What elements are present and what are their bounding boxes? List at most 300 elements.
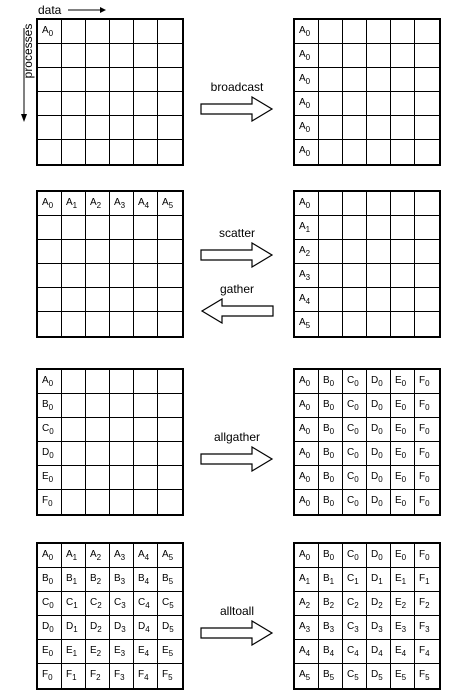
grid-cell: [134, 20, 158, 44]
cell-label: $A_0$: [299, 447, 311, 460]
cell-label: $A_0$: [299, 471, 311, 484]
grid-cell: [86, 616, 110, 640]
grid-cell: [158, 592, 182, 616]
grid-cell: [62, 418, 86, 442]
cell-label: $F_0$: [419, 399, 430, 412]
grid-cell: [158, 192, 182, 216]
data-axis-label: data: [38, 3, 62, 17]
grid-cell: [62, 264, 86, 288]
cell-subscript: 0: [48, 201, 54, 210]
grid-cell: [110, 68, 134, 92]
cell-subscript: 0: [305, 379, 311, 388]
grid-cell: [295, 312, 319, 336]
cell-subscript: 0: [401, 475, 407, 484]
cell-label: $C_0$: [42, 423, 54, 436]
grid-cell: [343, 664, 367, 688]
arrow-right-icon: [200, 446, 274, 472]
cell-subscript: 5: [169, 625, 174, 634]
grid-cell: [367, 490, 391, 514]
cell-label: $A_4$: [299, 293, 311, 306]
grid-cell: [62, 192, 86, 216]
cell-label: $C_0$: [347, 447, 359, 460]
grid-cell: [38, 544, 62, 568]
grid-cell: [110, 140, 134, 164]
cell-label: $F_0$: [42, 669, 53, 682]
cell-subscript: 0: [401, 499, 407, 508]
cell-subscript: 1: [73, 601, 78, 610]
cell-subscript: 0: [305, 451, 311, 460]
cell-label: $D_0$: [371, 471, 383, 484]
processes-axis-label: processes: [21, 23, 35, 79]
grid-cell: [134, 216, 158, 240]
cell-label: $B_0$: [323, 447, 335, 460]
cell-label: $D_0$: [371, 549, 383, 562]
cell-label: $B_0$: [323, 423, 335, 436]
cell-label: $A_0$: [42, 25, 54, 38]
grid-cell: [319, 68, 343, 92]
grid-cell: [62, 442, 86, 466]
cell-label: $F_0$: [419, 549, 430, 562]
grid-cell: [86, 288, 110, 312]
grid-cell: [158, 68, 182, 92]
grid-cell: [110, 312, 134, 336]
grid-cell: [415, 264, 439, 288]
cell-subscript: 0: [401, 379, 407, 388]
grid-cell: [38, 68, 62, 92]
cell-label: $C_4$: [138, 597, 150, 610]
grid-cell: [86, 44, 110, 68]
cell-label: $B_1$: [66, 573, 78, 586]
grid-cell: [38, 216, 62, 240]
grid-cell: [110, 370, 134, 394]
grid-cell: [295, 490, 319, 514]
grid-cell: [38, 288, 62, 312]
cell-label: $F_2$: [90, 669, 101, 682]
grid-cell: [343, 20, 367, 44]
cell-subscript: 0: [354, 403, 359, 412]
grid-cell: [415, 116, 439, 140]
grid-cell: [391, 240, 415, 264]
grid-cell: [319, 288, 343, 312]
grid-cell: [391, 264, 415, 288]
cell-label: $D_0$: [42, 621, 54, 634]
grid-cell: [86, 68, 110, 92]
grid-cell: [319, 640, 343, 664]
cell-subscript: 0: [354, 379, 359, 388]
cell-label: $A_3$: [299, 269, 311, 282]
cell-subscript: 4: [378, 649, 383, 658]
grid-cell: [343, 68, 367, 92]
cell-subscript: 0: [49, 625, 54, 634]
grid-cell: [62, 490, 86, 514]
grid-cell: [391, 442, 415, 466]
cell-label: $A_0$: [299, 495, 311, 508]
grid-cell: [62, 592, 86, 616]
grid-cell: [38, 116, 62, 140]
grid-cell: [295, 68, 319, 92]
grid-cell: [158, 640, 182, 664]
grid-cell: [367, 240, 391, 264]
grid-cell: [62, 92, 86, 116]
cell-subscript: 0: [425, 451, 430, 460]
cell-label: $E_2$: [90, 645, 102, 658]
cell-subscript: 0: [305, 201, 311, 210]
grid-cell: [38, 240, 62, 264]
grid-cell: [110, 592, 134, 616]
grid-cell: [134, 616, 158, 640]
cell-subscript: 0: [378, 427, 383, 436]
grid-cell: [62, 616, 86, 640]
grid-cell: [319, 240, 343, 264]
cell-label: $C_5$: [162, 597, 174, 610]
cell-label: $F_2$: [419, 597, 430, 610]
grid-cell: [158, 418, 182, 442]
cell-label: $D_0$: [371, 423, 383, 436]
cell-label: $E_1$: [66, 645, 78, 658]
grid-cell: [343, 544, 367, 568]
grid-cell: [343, 442, 367, 466]
grid-cell: [110, 264, 134, 288]
cell-subscript: 0: [48, 673, 53, 682]
grid-cell: [391, 140, 415, 164]
data-axis: [38, 1, 106, 19]
grid-cell: [391, 370, 415, 394]
cell-label: $A_1$: [299, 573, 311, 586]
grid-cell: [391, 664, 415, 688]
cell-subscript: 0: [425, 553, 430, 562]
grid-cell: [343, 370, 367, 394]
grid-cell: [158, 616, 182, 640]
cell-label: $C_1$: [347, 573, 359, 586]
grid-cell: [134, 264, 158, 288]
cell-label: $A_2$: [299, 245, 311, 258]
data-axis-arrow-icon: [66, 6, 106, 14]
grid-cell: [343, 640, 367, 664]
grid-cell: [38, 20, 62, 44]
grid-cell: [134, 664, 158, 688]
grid-cell: [391, 394, 415, 418]
grid-cell: [38, 140, 62, 164]
grid-cell: [415, 466, 439, 490]
grid-cell: [415, 288, 439, 312]
cell-label: $E_0$: [395, 423, 407, 436]
cell-subscript: 0: [48, 553, 54, 562]
grid-cell: [367, 264, 391, 288]
grid-cell: [158, 140, 182, 164]
cell-subscript: 3: [120, 553, 126, 562]
cell-subscript: 5: [169, 601, 174, 610]
grid-cell: [367, 68, 391, 92]
grid-cell: [38, 616, 62, 640]
cell-label: $B_3$: [114, 573, 126, 586]
grid-cell: [38, 264, 62, 288]
cell-label: $C_2$: [90, 597, 102, 610]
cell-subscript: 2: [96, 553, 102, 562]
grid-cell: [415, 490, 439, 514]
grid-cell: [86, 216, 110, 240]
grid-cell: [134, 394, 158, 418]
grid-cell: [110, 116, 134, 140]
grid-cell: [134, 92, 158, 116]
grid-cell: [367, 20, 391, 44]
cell-subscript: 5: [305, 321, 311, 330]
grid-cell: [295, 640, 319, 664]
grid-cell: [343, 592, 367, 616]
cell-subscript: 0: [425, 379, 430, 388]
grid-cell: [367, 288, 391, 312]
cell-label: $F_5$: [162, 669, 173, 682]
cell-label: $A_1$: [66, 549, 78, 562]
grid-cell: [367, 312, 391, 336]
cell-label: $E_5$: [395, 669, 407, 682]
cell-label: $B_2$: [323, 597, 335, 610]
grid-cell: [343, 394, 367, 418]
grid-cell: [134, 442, 158, 466]
grid-cell: [86, 466, 110, 490]
grid-cell: [62, 44, 86, 68]
grid-cell: [38, 442, 62, 466]
grid-cell: [86, 664, 110, 688]
cell-label: $C_0$: [347, 375, 359, 388]
grid-cell: [415, 68, 439, 92]
cell-subscript: 2: [305, 249, 311, 258]
grid-cell: [415, 312, 439, 336]
cell-subscript: 2: [96, 649, 102, 658]
cell-label: $A_0$: [42, 197, 54, 210]
grid-cell: [62, 20, 86, 44]
cell-subscript: 0: [354, 451, 359, 460]
grid-cell: [134, 640, 158, 664]
grid-cell: [295, 116, 319, 140]
grid-cell: [319, 616, 343, 640]
grid-cell: [38, 664, 62, 688]
grid-cell: [38, 312, 62, 336]
grid-cell: [391, 418, 415, 442]
grid-cell: [367, 216, 391, 240]
cell-subscript: 4: [401, 649, 407, 658]
cell-subscript: 0: [425, 427, 430, 436]
cell-label: $E_1$: [395, 573, 407, 586]
cell-subscript: 0: [329, 475, 335, 484]
cell-subscript: 4: [425, 649, 430, 658]
grid-cell: [110, 640, 134, 664]
grid-cell: [158, 394, 182, 418]
cell-subscript: 1: [72, 201, 78, 210]
grid-cell: [158, 442, 182, 466]
operation-label-alltoall: alltoall: [219, 604, 255, 618]
cell-subscript: 2: [378, 601, 383, 610]
grid-cell: [86, 592, 110, 616]
grid-cell: [158, 216, 182, 240]
cell-label: $F_1$: [66, 669, 77, 682]
cell-subscript: 0: [425, 475, 430, 484]
grid-cell: [134, 140, 158, 164]
grid-cell: [110, 490, 134, 514]
cell-subscript: 5: [401, 673, 407, 682]
cell-label: $F_0$: [419, 471, 430, 484]
grid-cell: [367, 140, 391, 164]
grid-cell: [158, 20, 182, 44]
cell-subscript: 0: [401, 403, 407, 412]
grid-cell: [391, 640, 415, 664]
grid-cell: [367, 418, 391, 442]
cell-subscript: 0: [305, 553, 311, 562]
grid-cell: [86, 568, 110, 592]
cell-label: $C_0$: [42, 597, 54, 610]
grid-cell: [319, 394, 343, 418]
cell-subscript: 0: [305, 101, 311, 110]
cell-subscript: 0: [48, 649, 54, 658]
cell-label: $E_3$: [114, 645, 126, 658]
grid-cell: [38, 192, 62, 216]
cell-subscript: 0: [401, 451, 407, 460]
cell-label: $A_4$: [299, 645, 311, 658]
grid-cell: [62, 394, 86, 418]
cell-subscript: 5: [354, 673, 359, 682]
cell-subscript: 0: [354, 499, 359, 508]
cell-label: $B_0$: [323, 549, 335, 562]
grid-cell: [86, 140, 110, 164]
cell-subscript: 0: [354, 427, 359, 436]
cell-subscript: 0: [305, 499, 311, 508]
cell-label: $E_2$: [395, 597, 407, 610]
cell-subscript: 0: [305, 53, 311, 62]
cell-label: $E_0$: [395, 375, 407, 388]
grid-cell: [62, 640, 86, 664]
grid-cell: [415, 20, 439, 44]
grid-cell: [86, 116, 110, 140]
grid-cell: [86, 442, 110, 466]
grid-cell: [319, 116, 343, 140]
cell-label: $B_0$: [323, 495, 335, 508]
grid-cell: [319, 312, 343, 336]
cell-subscript: 0: [305, 427, 311, 436]
grid-cell: [110, 288, 134, 312]
cell-label: $D_2$: [371, 597, 383, 610]
cell-label: $E_4$: [138, 645, 150, 658]
cell-label: $F_0$: [419, 375, 430, 388]
cell-subscript: 4: [144, 201, 150, 210]
grid-cell: [391, 20, 415, 44]
grid-cell: [134, 466, 158, 490]
cell-label: $A_0$: [299, 121, 311, 134]
grid-cell: [86, 312, 110, 336]
grid-cell: [319, 92, 343, 116]
cell-label: $F_1$: [419, 573, 430, 586]
cell-label: $A_0$: [299, 97, 311, 110]
grid-cell: [110, 216, 134, 240]
cell-subscript: 0: [354, 475, 359, 484]
grid-cell: [158, 370, 182, 394]
cell-label: $B_5$: [162, 573, 174, 586]
cell-subscript: 1: [72, 577, 78, 586]
grid-cell: [343, 616, 367, 640]
cell-label: $A_0$: [299, 549, 311, 562]
grid-cell: [38, 418, 62, 442]
cell-subscript: 0: [378, 475, 383, 484]
cell-subscript: 3: [120, 673, 125, 682]
cell-label: $B_0$: [323, 399, 335, 412]
cell-subscript: 0: [305, 475, 311, 484]
grid-cell: [391, 490, 415, 514]
grid-cell: [319, 490, 343, 514]
cell-subscript: 0: [48, 577, 54, 586]
grid-cell: [62, 544, 86, 568]
cell-subscript: 0: [401, 427, 407, 436]
grid-cell: [367, 116, 391, 140]
grid-cell: [367, 568, 391, 592]
cell-subscript: 0: [49, 601, 54, 610]
grid-cell: [391, 312, 415, 336]
cell-label: $E_0$: [42, 471, 54, 484]
grid-cell: [38, 92, 62, 116]
grid-cell: [134, 288, 158, 312]
grid-cell: [295, 216, 319, 240]
cell-label: $B_4$: [323, 645, 335, 658]
cell-subscript: 1: [72, 649, 78, 658]
grid-cell: [319, 568, 343, 592]
cell-subscript: 5: [378, 673, 383, 682]
grid-cell: [62, 370, 86, 394]
grid-cell: [38, 394, 62, 418]
grid-cell: [295, 20, 319, 44]
cell-subscript: 0: [48, 499, 53, 508]
grid-cell: [415, 216, 439, 240]
cell-label: $F_4$: [419, 645, 430, 658]
grid-cell: [295, 92, 319, 116]
grid-cell: [134, 370, 158, 394]
cell-subscript: 1: [72, 673, 77, 682]
cell-label: $D_2$: [90, 621, 102, 634]
cell-subscript: 3: [329, 625, 335, 634]
grid-cell: [367, 92, 391, 116]
grid-cell: [295, 544, 319, 568]
grid-cell: [158, 568, 182, 592]
grid-cell: [415, 664, 439, 688]
cell-subscript: 2: [96, 577, 102, 586]
cell-subscript: 0: [329, 451, 335, 460]
grid-cell: [62, 664, 86, 688]
cell-label: $A_3$: [299, 621, 311, 634]
grid-cell: [134, 490, 158, 514]
cell-label: $B_3$: [323, 621, 335, 634]
grid-cell: [319, 664, 343, 688]
grid-cell: [38, 370, 62, 394]
cell-subscript: 0: [329, 499, 335, 508]
grid-cell: [158, 240, 182, 264]
cell-label: $D_4$: [138, 621, 150, 634]
grid-cell: [134, 44, 158, 68]
cell-subscript: 1: [305, 225, 311, 234]
cell-label: $A_0$: [299, 197, 311, 210]
cell-subscript: 3: [354, 625, 359, 634]
cell-subscript: 4: [144, 649, 150, 658]
cell-subscript: 5: [168, 577, 174, 586]
cell-subscript: 2: [305, 601, 311, 610]
grid-cell: [158, 664, 182, 688]
grid-cell: [343, 466, 367, 490]
cell-subscript: 4: [354, 649, 359, 658]
cell-subscript: 0: [305, 149, 311, 158]
cell-subscript: 0: [329, 427, 335, 436]
cell-subscript: 0: [354, 553, 359, 562]
cell-subscript: 3: [401, 625, 407, 634]
cell-subscript: 4: [144, 553, 150, 562]
cell-subscript: 0: [48, 379, 54, 388]
cell-label: $A_5$: [299, 669, 311, 682]
grid-cell: [367, 370, 391, 394]
cell-label: $A_3$: [114, 549, 126, 562]
